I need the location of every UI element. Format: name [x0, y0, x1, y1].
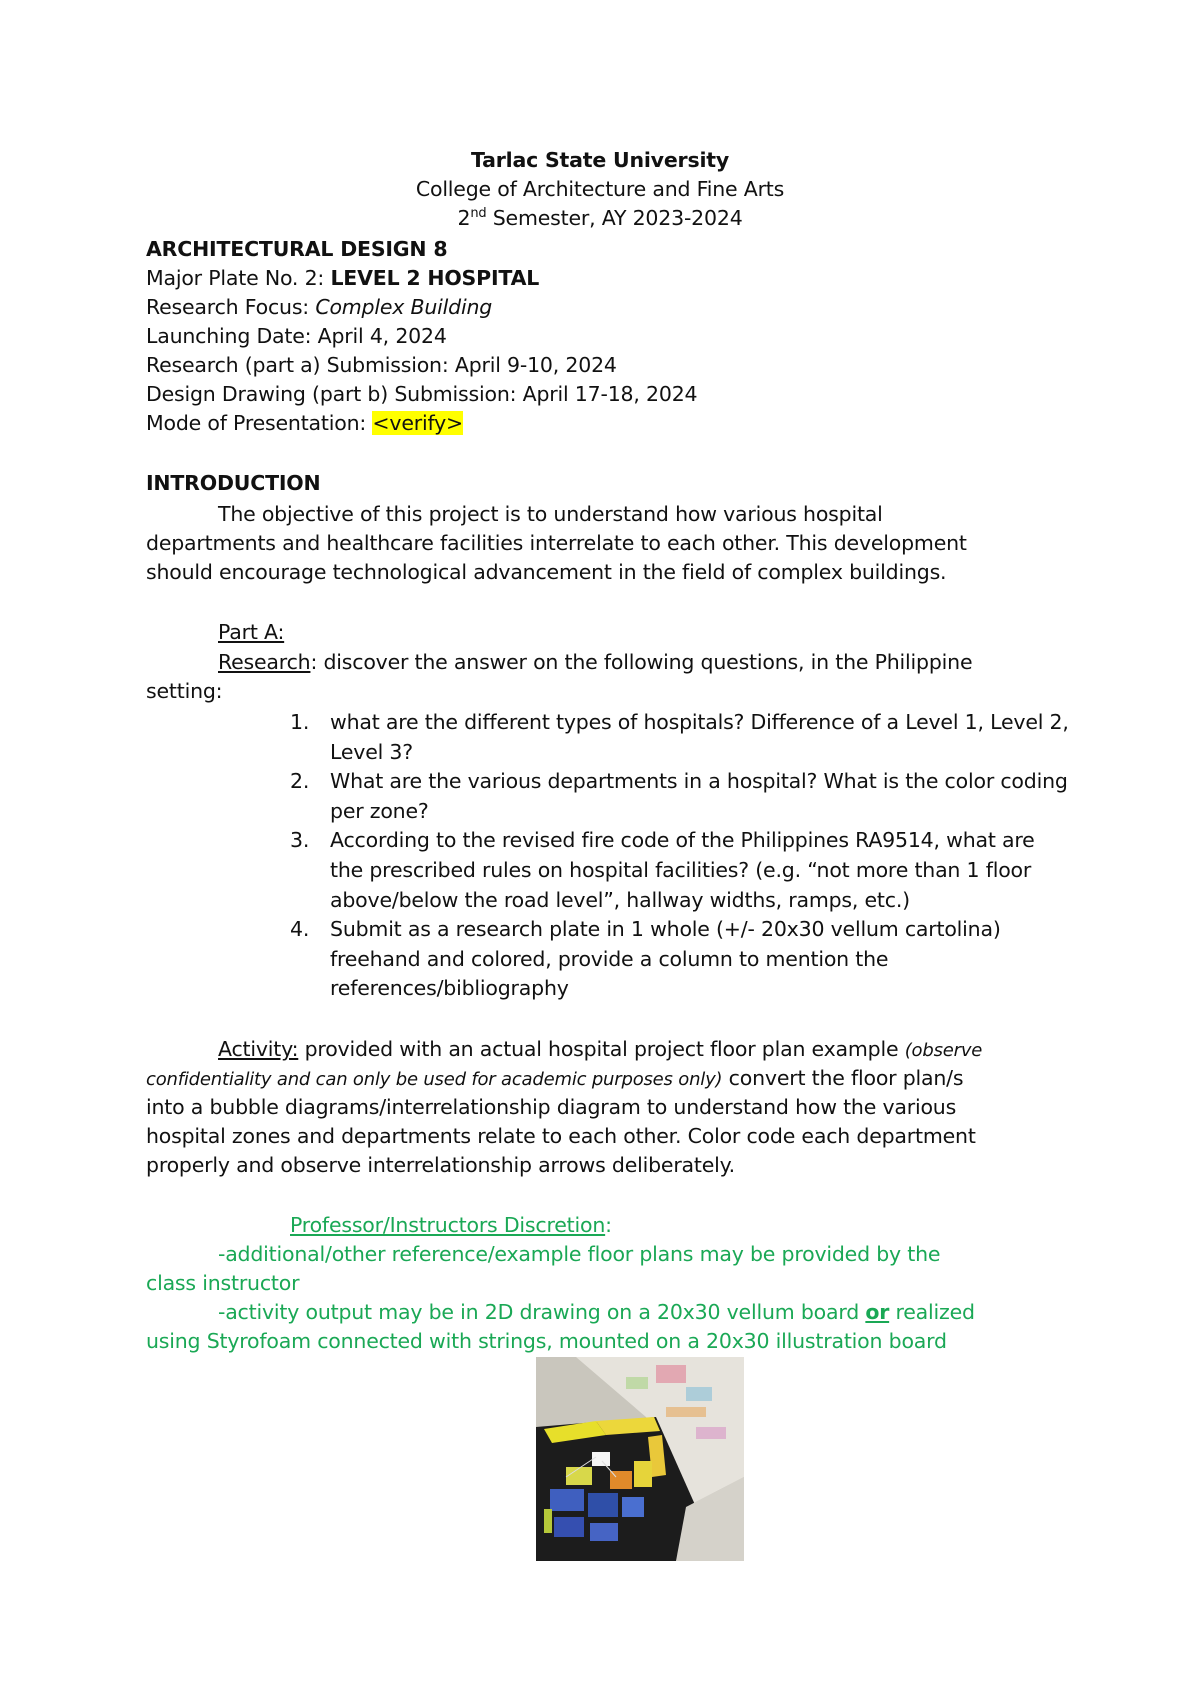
university-name: Tarlac State University — [470, 148, 730, 172]
introduction-heading: INTRODUCTION — [146, 471, 321, 495]
document-header — [0, 146, 1200, 233]
discretion-line-1: -additional/other reference/example floor plans may be provided by the — [218, 1242, 941, 1266]
research-line-2: setting: — [146, 679, 223, 703]
activity-line-4: hospital zones and departments relate to each other. Color code each department — [146, 1124, 976, 1148]
college-name: College of Architecture and Fine Arts — [415, 177, 785, 201]
styrofoam-model-photo — [536, 1357, 744, 1561]
activity-line-1: Activity: provided with an actual hospital project floor plan example (observe — [218, 1037, 983, 1061]
activity-line-5: properly and observe interrelationship arrows deliberately. — [146, 1153, 735, 1177]
list-item: 2. What are the various departments in a hospital? What is the color coding per zone? — [290, 769, 1068, 823]
intro-line-1: The objective of this project is to understand how various hospital — [218, 502, 883, 526]
research-submission: Research (part a) Submission: April 9-10, 2024 — [146, 353, 617, 377]
research-questions-list — [290, 708, 1070, 1004]
design-submission: Design Drawing (part b) Submission: April 17-18, 2024 — [146, 382, 698, 406]
presentation-mode-line: Mode of Presentation: <verify> — [146, 411, 464, 435]
intro-line-2: departments and healthcare facilities interrelate to each other. This development — [146, 531, 967, 555]
launching-date: Launching Date: April 4, 2024 — [146, 324, 447, 348]
part-a-label: Part A: — [218, 620, 285, 644]
discretion-title: Professor/Instructors Discretion: — [290, 1213, 612, 1237]
list-item: 3. According to the revised fire code of the Philippines RA9514, what are the prescribed rules on hospital facilities? (e.g. “not more than 1 floor above/below the road level”, hallway widths, ramps, etc.) — [290, 828, 1035, 912]
discretion-line-4: using Styrofoam connected with strings, mounted on a 20x30 illustration board — [146, 1329, 947, 1353]
list-item: 1. what are the different types of hospitals? Difference of a Level 1, Level 2, Level 3? — [290, 710, 1069, 764]
plate-line: Major Plate No. 2: LEVEL 2 HOSPITAL — [146, 266, 540, 290]
activity-line-3: into a bubble diagrams/interrelationship diagram to understand how the various — [146, 1095, 957, 1119]
or-emphasis: or — [865, 1300, 890, 1324]
course-title: ARCHITECTURAL DESIGN 8 — [146, 237, 448, 261]
verify-highlight: <verify> — [372, 411, 464, 435]
activity-line-2: confidentiality and can only be used for academic purposes only) convert the floor plan/s — [146, 1066, 964, 1090]
discretion-line-2: class instructor — [146, 1271, 300, 1295]
list-item: 4. Submit as a research plate in 1 whole (+/- 20x30 vellum cartolina) freehand and colored, provide a column to mention the references/bibliography — [290, 917, 1001, 1001]
semester-line: 2nd Semester, AY 2023-2024 — [457, 206, 743, 230]
research-focus-line: Research Focus: Complex Building — [146, 295, 493, 319]
intro-line-3: should encourage technological advancement in the field of complex buildings. — [146, 560, 947, 584]
research-line: Research: discover the answer on the following questions, in the Philippine — [218, 650, 973, 674]
discretion-line-3: -activity output may be in 2D drawing on a 20x30 vellum board or realized — [218, 1300, 975, 1324]
